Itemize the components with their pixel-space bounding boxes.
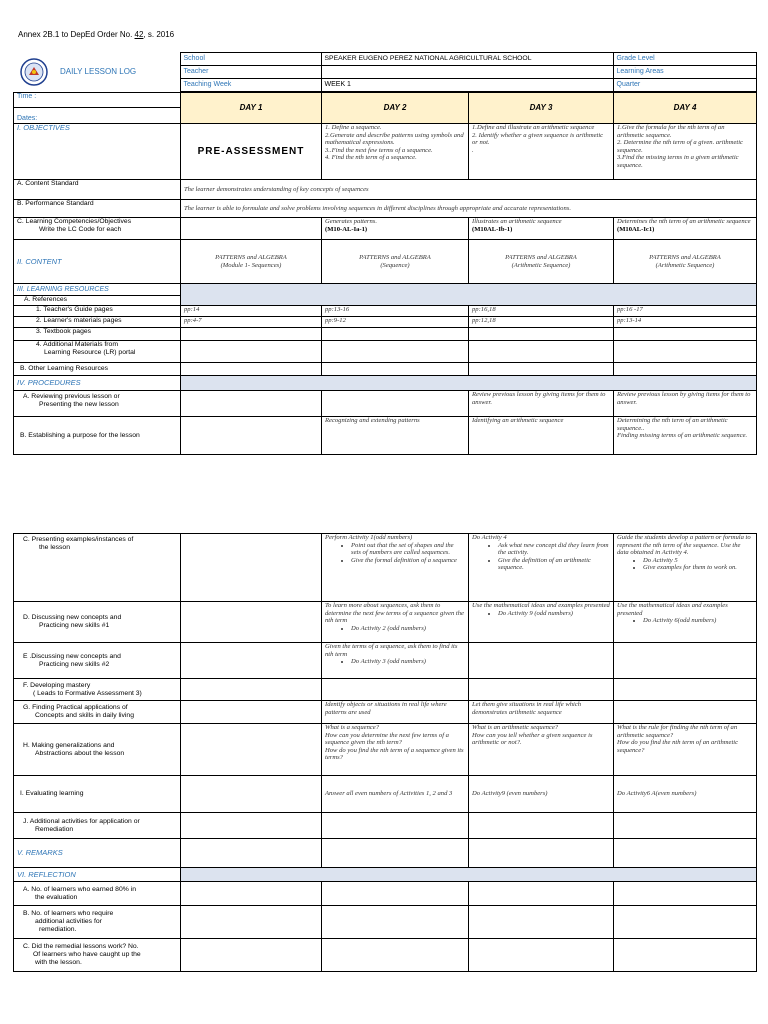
content-standard-label: A. Content Standard xyxy=(14,180,181,200)
proc-c-label xyxy=(14,534,181,602)
am-label-1: 4. Additional Materials from xyxy=(36,341,118,348)
obj-d2-3: 3..Find the next few terms of a sequence. xyxy=(325,146,433,154)
other-resources-label: B. Other Learning Resources xyxy=(14,363,181,376)
proc-d-label-2: Practicing new skills #1 xyxy=(39,622,110,629)
week-value: WEEK 1 xyxy=(321,79,613,92)
procedures-label: IV. PROCEDURES xyxy=(14,376,181,391)
proc-a-label xyxy=(14,391,181,417)
proc-d-d4-text: Use the mathematical ideas and examples presented xyxy=(617,602,728,617)
reflection-label: VI. REFLECTION xyxy=(14,868,181,882)
proc-a-label-2: Presenting the new lesson xyxy=(39,401,119,408)
competencies-label-1: C. Learning Competencies/Objectives xyxy=(17,218,132,225)
tg-day1: pp:14 xyxy=(181,306,322,317)
proc-b-day2: Recognizing and extending patterns xyxy=(322,417,469,455)
proc-e-day2 xyxy=(322,643,469,679)
proc-i-day2: Answer all even numbers of Activities 1, 2 and 3 xyxy=(322,776,469,813)
proc-b-day4 xyxy=(614,417,757,455)
reflection-b-line: remediation. xyxy=(39,926,77,933)
comp-d2-code: (M10-AL-Ia-1) xyxy=(325,225,368,233)
proc-i-day3: Do Activity9 (even numbers) xyxy=(469,776,614,813)
proc-c-d2-text: Perform Activity 1(odd numbers) xyxy=(325,534,413,541)
dll-table-page1 xyxy=(13,52,757,92)
area-label: Learning Areas xyxy=(613,66,756,79)
content-d1-a: PATTERNS and ALGEBRA xyxy=(215,254,287,261)
references-label: A. References xyxy=(14,296,181,306)
proc-h-label-1: H. Making generalizations and xyxy=(23,741,115,749)
proc-i-label: I. Evaluating learning xyxy=(14,776,181,813)
proc-h-d2-q: What is a sequence? xyxy=(325,724,380,731)
proc-c-label-1: C. Presenting examples/instances of xyxy=(23,536,134,543)
lm-label: 2. Learner's materials pages xyxy=(14,317,181,328)
pre-assessment: PRE-ASSESSMENT xyxy=(181,124,322,180)
proc-f-label xyxy=(14,679,181,701)
content-day3 xyxy=(469,240,614,284)
proc-j-label-1: J. Additional activities for application or xyxy=(23,817,140,825)
competencies-day4 xyxy=(614,218,757,240)
content-d3-b: (Arithmetic Sequence) xyxy=(511,261,571,269)
proc-f-label-1: F. Developing mastery xyxy=(23,681,91,689)
proc-g-day3: Let them give situations in real life which demonstrates arithmetic sequence xyxy=(469,701,614,724)
dates-label: Dates: xyxy=(14,108,181,124)
content-d4-b: (Arithmetic Sequence) xyxy=(655,261,715,269)
proc-i-day4: Do Activity6 A(even numbers) xyxy=(614,776,757,813)
content-d2-b: (Sequence) xyxy=(380,261,410,269)
lm-day3: pp:12,18 xyxy=(469,317,614,328)
proc-g-label-1: G. Finding Practical applications of xyxy=(23,704,128,711)
proc-c-d2-item: • Point out that the set of shapes and the sets of numbers are called sequences. xyxy=(351,542,465,557)
reflection-a-label xyxy=(14,882,181,906)
proc-h-day3 xyxy=(469,724,614,776)
obj-d2-2: 2.Generate and describe patterns using symbols and mathematical expressions. xyxy=(325,131,464,146)
content-d1-b: (Module 1- Sequences) xyxy=(220,261,282,269)
annex-suffix: , s. 2016 xyxy=(143,30,175,39)
proc-c-d3-text: Do Activity 4 xyxy=(472,534,507,541)
proc-g-day2: Identify objects or situations in real life where patterns are used xyxy=(322,701,469,724)
content-standard-text: The learner demonstrates understanding of key concepts of sequences xyxy=(181,180,757,200)
obj-d4-2: 2. Determine the nth term of a given. arithmetic sequence. xyxy=(617,139,743,154)
tg-day2: pp:13-16 xyxy=(322,306,469,317)
day-4-header: DAY 4 xyxy=(614,93,757,124)
reflection-a-line: A. No. of learners who earned 80% in xyxy=(23,885,136,893)
proc-b-d4-b: Finding missing terms of an arithmetic sequence. xyxy=(617,432,748,439)
tg-label: 1. Teacher's Guide pages xyxy=(14,306,181,317)
school-label: School xyxy=(180,53,321,66)
obj-d3-1: 1.Define and illustrate an arithmetic sequence xyxy=(472,124,595,131)
comp-d4-code: (M10AL-Ic1) xyxy=(617,225,655,233)
obj-d4-1: 1.Give the formula for the nth term of an arithmetic sequence. xyxy=(617,124,725,139)
proc-h-d3-q: What is an arithmetic sequence? xyxy=(472,724,559,731)
proc-a-day4: Review previous lesson by giving items for them to answer. xyxy=(614,391,757,417)
teacher-label: Teacher xyxy=(180,66,321,79)
am-label-2: Learning Resource (LR) portal xyxy=(44,349,136,356)
annex-prefix: Annex 2B.1 to DepEd Order No. xyxy=(18,30,133,39)
proc-h-d4-q: How do you find the nth term of an arithmetic sequence? xyxy=(617,739,739,754)
comp-d2-text: Generates patterns. xyxy=(325,218,378,225)
content-day4 xyxy=(614,240,757,284)
proc-h-d2-q: How can you determine the next few terms of a sequence given the nth term? xyxy=(325,731,449,746)
proc-h-d4-q: What is the rule for finding the nth term of an arithmetic sequence? xyxy=(617,724,738,739)
objectives-day3 xyxy=(469,124,614,180)
lm-day4: pp:13-14 xyxy=(614,317,757,328)
proc-d-label-1: D. Discussing new concepts and xyxy=(23,614,122,621)
procedures-fill xyxy=(181,376,757,391)
obj-d3-3: . xyxy=(472,146,474,154)
resources-label: III. LEARNING RESOURCES xyxy=(14,284,181,296)
comp-d4-text: Determines the nth term of an arithmetic sequence xyxy=(617,218,751,225)
tg-day4: pp:16 -17 xyxy=(614,306,757,317)
proc-c-d4-item: • Do Activity 5 xyxy=(643,557,753,565)
obj-d3-2: 2. Identify whether a given sequence is arithmetic or not. xyxy=(472,131,604,146)
proc-c-label-2: the lesson xyxy=(39,544,70,551)
competencies-day2 xyxy=(322,218,469,240)
teacher-value xyxy=(321,66,613,79)
grade-label: Grade Level xyxy=(613,53,756,66)
proc-d-day2 xyxy=(322,602,469,643)
dll-main-table xyxy=(13,92,757,455)
reflection-b-line: additional activities for xyxy=(35,918,102,925)
content-d3-a: PATTERNS and ALGEBRA xyxy=(505,254,577,261)
proc-b-d4-a: Determining the nth term of an arithmetic sequence.. xyxy=(617,417,728,432)
proc-b-day3: Identifying an arithmetic sequence xyxy=(469,417,614,455)
proc-h-day2 xyxy=(322,724,469,776)
obj-d4-3: 3.Find the missing terms in a given arithmetic sequence. xyxy=(617,154,739,169)
reflection-b-line: B. No. of learners who require xyxy=(23,910,114,917)
week-label: Teaching Week xyxy=(180,79,321,92)
reflection-fill xyxy=(181,868,757,882)
proc-d-d2-text: To learn more about sequences, ask them to determine the next few terms of a sequence given the nth term xyxy=(325,602,464,624)
tg-day3: pp:16,18 xyxy=(469,306,614,317)
proc-h-label xyxy=(14,724,181,776)
proc-d-d3-item: • Do Activity 9 (odd numbers) xyxy=(498,610,610,618)
objectives-label: I. OBJECTIVES xyxy=(14,124,181,180)
proc-a-day3: Review previous lesson by giving items for them to answer. xyxy=(469,391,614,417)
quarter-label: Quarter xyxy=(613,79,756,92)
proc-j-label xyxy=(14,813,181,839)
proc-d-d2-item: • Do Activity 2 (odd numbers) xyxy=(351,625,465,633)
proc-e-d2-item: • Do Activity 3 (odd numbers) xyxy=(351,658,465,666)
annex-number: 42 xyxy=(134,30,144,39)
performance-standard-text: The learner is able to formulate and solve problems involving sequences in different disciplines through appropriate and accurate representations. xyxy=(181,200,757,218)
content-day2 xyxy=(322,240,469,284)
header-logo-cell xyxy=(13,53,180,92)
proc-e-label-2: Practicing new skills #2 xyxy=(39,660,110,668)
am-label xyxy=(14,341,181,363)
proc-j-label-2: Remediation xyxy=(35,825,74,833)
proc-c-day2 xyxy=(322,534,469,602)
obj-d2-4: 4. Find the nth term of a sequence. xyxy=(325,154,417,161)
proc-b-label: B. Establishing a purpose for the lesson xyxy=(14,417,181,455)
deped-seal-icon xyxy=(20,58,48,86)
school-value: SPEAKER EUGENO PEREZ NATIONAL AGRICULTURAL SCHOOL xyxy=(321,53,613,66)
proc-h-d2-q: How do you find the nth term of a sequence given its terms? xyxy=(325,746,464,761)
remarks-label: V. REMARKS xyxy=(14,839,181,868)
reflection-c-line: with the lesson. xyxy=(35,959,82,966)
day-1-header: DAY 1 xyxy=(181,93,322,124)
proc-c-day4 xyxy=(614,534,757,602)
objectives-day4 xyxy=(614,124,757,180)
proc-g-label xyxy=(14,701,181,724)
proc-e-d2-text: Given the terms of a sequence, ask them to find its nth term xyxy=(325,643,458,658)
content-day1 xyxy=(181,240,322,284)
comp-d3-text: Illustrates an arithmetic sequence xyxy=(472,218,562,225)
reflection-c-line: Of learners who have caught up the xyxy=(33,951,141,958)
proc-d-d4-item: • Do Activity 6(odd numbers) xyxy=(643,617,753,625)
proc-d-day4 xyxy=(614,602,757,643)
lm-day2: pp:9-12 xyxy=(322,317,469,328)
reflection-a-line: the evaluation xyxy=(35,893,78,901)
proc-f-label-2: ( Leads to Formative Assessment 3) xyxy=(33,689,142,697)
comp-d3-code: (M10AL-Ib-1) xyxy=(472,225,513,233)
proc-c-d3-item: • Give the definition of an arithmetic sequence. xyxy=(498,557,610,572)
proc-h-d3-q: How can you tell whether a given sequence is arithmetic or not?. xyxy=(472,731,593,746)
proc-e-label-1: E .Discussing new concepts and xyxy=(23,652,121,660)
performance-standard-label: B. Performance Standard xyxy=(14,200,181,218)
annex-reference xyxy=(18,30,174,39)
competencies-label-2: Write the LC Code for each xyxy=(39,226,122,233)
content-d4-a: PATTERNS and ALGEBRA xyxy=(649,254,721,261)
reflection-b-label xyxy=(14,906,181,939)
day-3-header: DAY 3 xyxy=(469,93,614,124)
proc-g-label-2: Concepts and skills in daily living xyxy=(35,712,134,719)
proc-c-d3-item: • Ask what new concept did they learn from the activity. xyxy=(498,542,610,557)
time-label: Time : xyxy=(14,93,181,108)
proc-c-day3 xyxy=(469,534,614,602)
content-label: II. CONTENT xyxy=(14,240,181,284)
tb-label: 3. Textbook pages xyxy=(14,328,181,341)
lm-day1: pp:4-7 xyxy=(181,317,322,328)
obj-d2-1: 1. Define a sequence. xyxy=(325,124,382,131)
proc-h-day4 xyxy=(614,724,757,776)
dll-title: DAILY LESSON LOG xyxy=(59,66,137,76)
resources-fill xyxy=(181,284,757,306)
proc-a-label-1: A. Reviewing previous lesson or xyxy=(23,393,120,400)
competencies-label xyxy=(14,218,181,240)
day-2-header: DAY 2 xyxy=(322,93,469,124)
competencies-day3 xyxy=(469,218,614,240)
proc-c-d4-text: Guide the students develop a pattern or formula to represent the nth term of the sequence. Use the data obtained in Activity 4. xyxy=(617,534,751,556)
proc-h-label-2: Abstractions about the lesson xyxy=(35,749,125,757)
proc-c-d2-item: • Give the formal definition of a sequence xyxy=(351,557,465,565)
competencies-day1 xyxy=(181,218,322,240)
proc-d-d3-text: Use the mathematical ideas and examples presented xyxy=(472,602,610,609)
content-d2-a: PATTERNS and ALGEBRA xyxy=(359,254,431,261)
reflection-c-line: C. Did the remedial lessons work? No. xyxy=(23,943,139,950)
proc-d-day3 xyxy=(469,602,614,643)
dll-table-page2 xyxy=(13,533,757,972)
reflection-c-label xyxy=(14,939,181,972)
proc-c-d4-item: • Give examples for them to work on. xyxy=(643,564,753,572)
proc-d-label xyxy=(14,602,181,643)
proc-e-label xyxy=(14,643,181,679)
objectives-day2 xyxy=(322,124,469,180)
